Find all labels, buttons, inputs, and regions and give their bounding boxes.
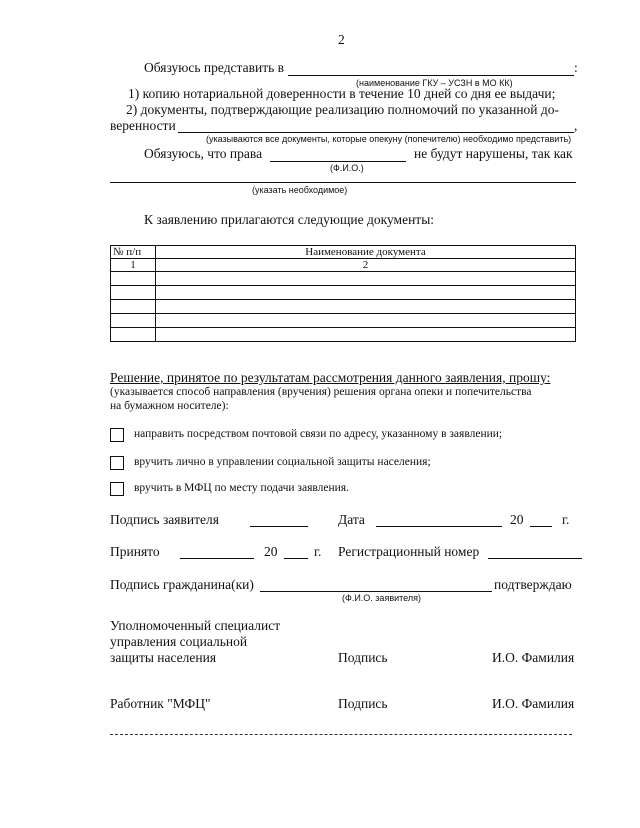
table-header-row (111, 246, 576, 259)
commit-item-1: 1) копию нотариальной доверенности в течение 10 дней со дня ее выдачи; (128, 86, 556, 101)
year-prefix: 20 (510, 512, 524, 527)
col-number-header: № п/п (111, 246, 156, 259)
mfc-name-label: И.О. Фамилия (492, 696, 575, 711)
accepted-label: Принято (110, 544, 160, 559)
attachments-table (110, 245, 576, 342)
specialist-line-1: Уполномоченный специалист (110, 618, 281, 633)
table-cell[interactable] (111, 286, 156, 300)
specialist-line-3: защиты населения (110, 650, 217, 665)
table-cell: 2 (156, 259, 576, 272)
rights-label: Обязуюсь, что права (144, 146, 263, 161)
table-row[interactable] (111, 272, 576, 286)
rights-label-b: не будут нарушены, так как (414, 146, 573, 161)
option-mfc-label: вручить в МФЦ по месту подачи заявления. (134, 482, 349, 494)
table-cell[interactable] (156, 286, 576, 300)
comma: , (574, 118, 578, 133)
table-cell[interactable] (156, 328, 576, 342)
applicant-signature-line[interactable] (250, 526, 308, 527)
documents-field-line[interactable] (178, 132, 574, 133)
table-row (111, 259, 576, 272)
table-cell: 1 (111, 259, 156, 272)
organization-hint: (наименование ГКУ – УСЗН в МО КК) (356, 78, 513, 88)
table-cell[interactable] (156, 300, 576, 314)
option-in-person-checkbox[interactable] (110, 456, 124, 470)
option-mail-label: направить посредством почтовой связи по адресу, указанному в заявлении; (134, 428, 503, 440)
ward-fio-field-line[interactable] (270, 161, 406, 162)
year-suffix: г. (562, 512, 570, 527)
citizen-signature-line[interactable] (260, 591, 492, 592)
year-field-line[interactable] (530, 526, 552, 527)
documents-hint: (указываются все документы, которые опекуну (попечителю) необходимо представить) (206, 134, 572, 144)
option-mail-checkbox[interactable] (110, 428, 124, 442)
table-cell[interactable] (111, 314, 156, 328)
table-cell[interactable] (111, 272, 156, 286)
colon: : (574, 60, 578, 75)
applicant-signature-label: Подпись заявителя (110, 512, 219, 527)
table-row[interactable] (111, 328, 576, 342)
table-row[interactable] (111, 300, 576, 314)
commit-item-2b: веренности (110, 118, 176, 133)
table-cell[interactable] (111, 300, 156, 314)
mfc-worker-label: Работник "МФЦ" (110, 696, 211, 711)
citizen-signature-label: Подпись гражданина(ки) (110, 577, 254, 592)
table-cell[interactable] (156, 272, 576, 286)
decision-hint-1: (указывается способ направления (вручения) решения органа опеки и попечительства (110, 386, 532, 398)
reason-hint: (указать необходимое) (252, 185, 348, 195)
registration-number-label: Регистрационный номер (338, 544, 480, 559)
option-mfc-checkbox[interactable] (110, 482, 124, 496)
decision-hint-2: на бумажном носителе): (110, 400, 229, 412)
accepted-year-line[interactable] (284, 558, 308, 559)
accepted-date-line[interactable] (180, 558, 254, 559)
organization-field-line[interactable] (288, 75, 574, 76)
applicant-fio-hint: (Ф.И.О. заявителя) (342, 593, 421, 603)
cut-line-divider (110, 734, 572, 735)
registration-number-line[interactable] (488, 558, 582, 559)
accepted-year-suffix: г. (314, 544, 322, 559)
specialist-line-2: управления социальной (110, 634, 248, 649)
page-number: 2 (338, 32, 345, 47)
reason-field-line[interactable] (110, 182, 576, 183)
commit-label: Обязуюсь представить в (144, 60, 285, 75)
specialist-name-label: И.О. Фамилия (492, 650, 575, 665)
table-cell[interactable] (111, 328, 156, 342)
accepted-year-prefix: 20 (264, 544, 278, 559)
col-document-header: Наименование документа (156, 246, 576, 259)
date-field-line[interactable] (376, 526, 502, 527)
mfc-signature-label: Подпись (338, 696, 388, 711)
option-in-person-label: вручить лично в управлении социальной защиты населения; (134, 456, 431, 468)
confirm-label: подтверждаю (494, 577, 572, 592)
decision-title: Решение, принятое по результатам рассмотрения данного заявления, прошу: (110, 370, 551, 385)
fio-hint: (Ф.И.О.) (330, 163, 364, 173)
date-label: Дата (338, 512, 365, 527)
table-row[interactable] (111, 286, 576, 300)
specialist-signature-label: Подпись (338, 650, 388, 665)
table-row[interactable] (111, 314, 576, 328)
table-cell[interactable] (156, 314, 576, 328)
attachments-intro: К заявлению прилагаются следующие документы: (144, 212, 435, 227)
commit-item-2a: 2) документы, подтверждающие реализацию полномочий по указанной до- (126, 102, 560, 117)
